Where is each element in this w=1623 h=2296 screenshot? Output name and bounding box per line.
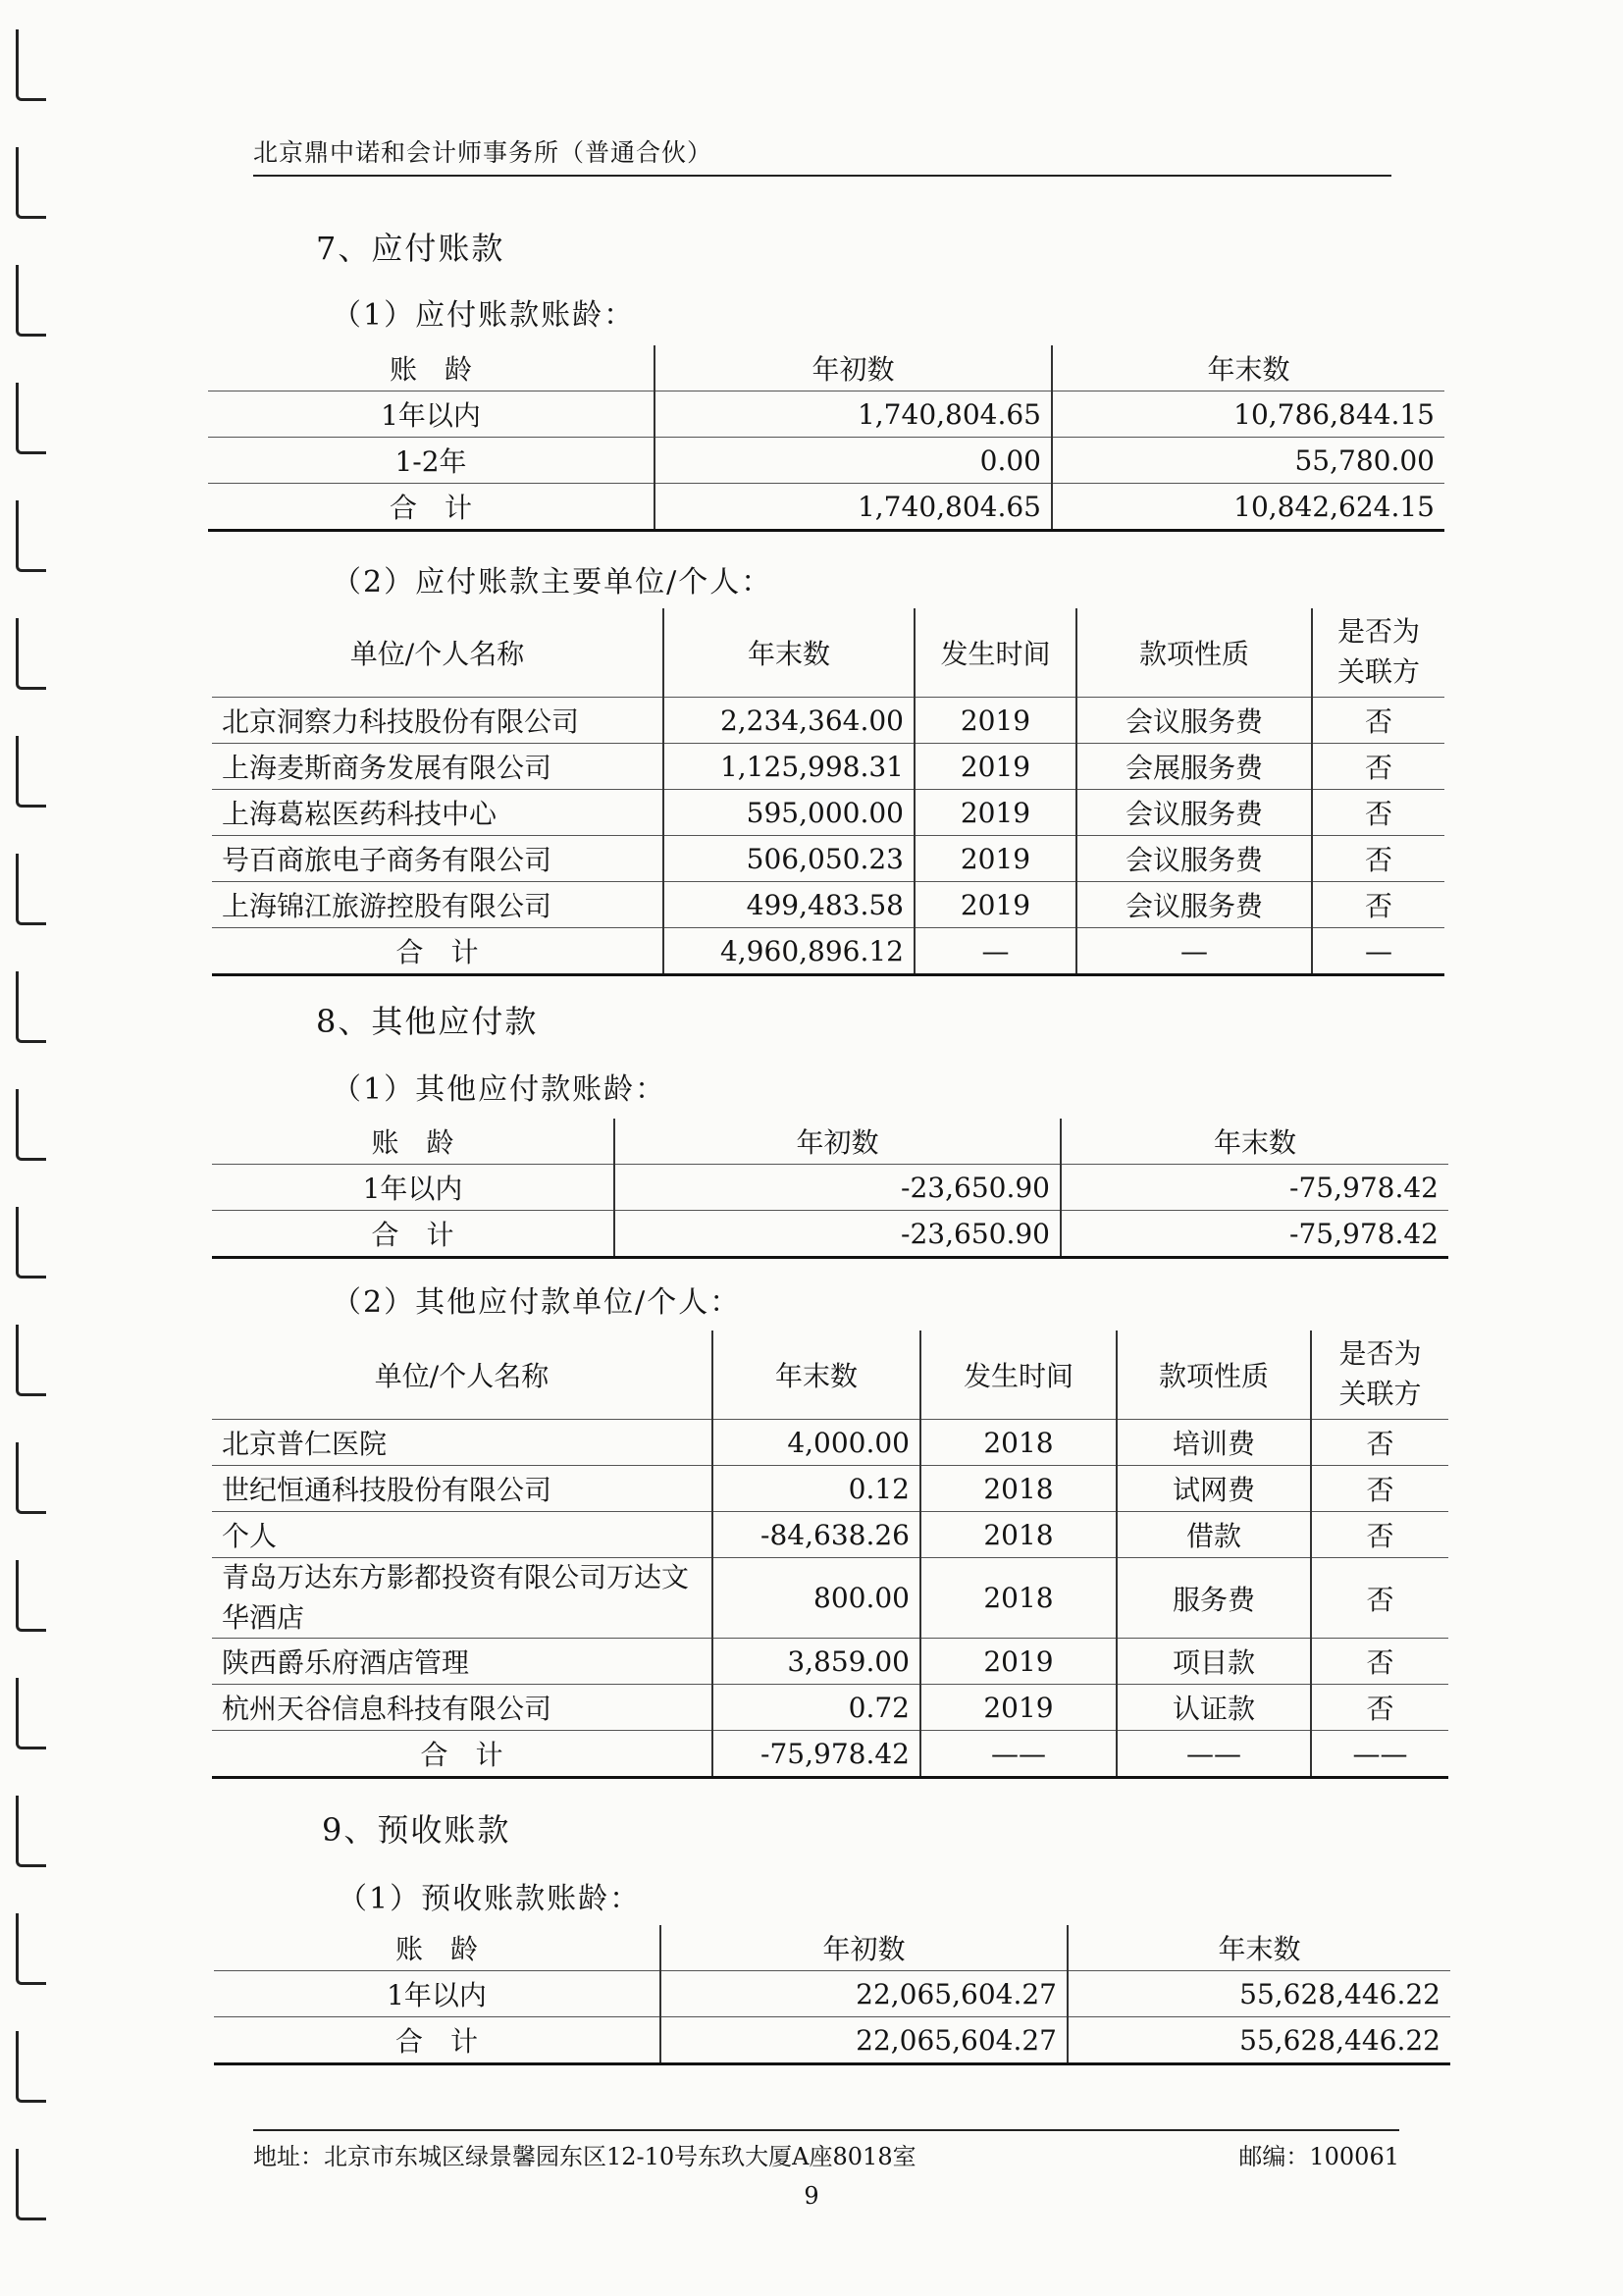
table-cell: 1年以内	[212, 1165, 614, 1211]
table-cell: 1年以内	[208, 391, 654, 438]
table-cell: 0.12	[712, 1466, 920, 1512]
table-cell: 借款	[1117, 1512, 1311, 1558]
table-cell: 陕西爵乐府酒店管理	[212, 1639, 712, 1685]
column-header: 是否为关联方	[1312, 608, 1444, 698]
table-cell: 否	[1312, 698, 1444, 744]
column-header: 年初数	[660, 1925, 1068, 1971]
page-number: 9	[804, 2182, 819, 2210]
section-title-9: 9、预收账款	[322, 1811, 511, 1849]
table-cell: 北京普仁医院	[212, 1420, 712, 1466]
s9-aging-table	[214, 1925, 1450, 2065]
binding-marks	[8, 29, 47, 2276]
column-header: 账 龄	[212, 1119, 614, 1165]
table-cell: 否	[1312, 882, 1444, 928]
table-cell: 1,740,804.65	[654, 391, 1052, 438]
table-cell: 合 计	[214, 2017, 660, 2064]
table-cell: -84,638.26	[712, 1512, 920, 1558]
table-cell: 1,740,804.65	[654, 484, 1052, 531]
table-row	[208, 484, 1444, 531]
column-header: 款项性质	[1117, 1331, 1311, 1420]
table-cell: 培训费	[1117, 1420, 1311, 1466]
table-cell: —	[1312, 928, 1444, 975]
column-header: 款项性质	[1076, 608, 1312, 698]
column-header: 年末数	[712, 1331, 920, 1420]
table-row	[212, 698, 1444, 744]
table-cell: 青岛万达东方影都投资有限公司万达文华酒店	[212, 1558, 712, 1639]
table-cell: 上海麦斯商务发展有限公司	[212, 744, 663, 790]
table-cell: 否	[1311, 1420, 1448, 1466]
footer-address: 地址：北京市东城区绿景馨园东区12-10号东玖大厦A座8018室	[253, 2143, 916, 2170]
table-cell: 否	[1311, 1685, 1448, 1731]
table-cell: 杭州天谷信息科技有限公司	[212, 1685, 712, 1731]
s8-aging-title: （1）其他应付款账龄：	[332, 1072, 667, 1107]
table-cell: 世纪恒通科技股份有限公司	[212, 1466, 712, 1512]
table-cell: 2018	[920, 1512, 1117, 1558]
header-row	[214, 1925, 1450, 1971]
table-row	[208, 391, 1444, 438]
table-cell: -75,978.42	[712, 1731, 920, 1778]
table-cell: 会议服务费	[1076, 836, 1312, 882]
table-cell: 0.00	[654, 438, 1052, 484]
table-cell: -75,978.42	[1061, 1165, 1448, 1211]
table-row	[212, 1165, 1448, 1211]
table-cell: 55,628,446.22	[1068, 2017, 1450, 2064]
table-cell: 合 计	[212, 1731, 712, 1778]
table-cell: 会议服务费	[1076, 882, 1312, 928]
table-row	[212, 1731, 1448, 1778]
table-cell: 10,786,844.15	[1052, 391, 1444, 438]
header-row	[212, 1331, 1448, 1420]
table-cell: 2018	[920, 1420, 1117, 1466]
table-row	[212, 1512, 1448, 1558]
table-row	[212, 1211, 1448, 1258]
table-row	[212, 1466, 1448, 1512]
table-cell: 0.72	[712, 1685, 920, 1731]
table-row	[212, 744, 1444, 790]
table-cell: 4,960,896.12	[663, 928, 915, 975]
table-cell: 否	[1311, 1558, 1448, 1639]
table-cell: 2019	[920, 1639, 1117, 1685]
table-cell: 506,050.23	[663, 836, 915, 882]
table-cell: 否	[1312, 790, 1444, 836]
column-header: 年初数	[614, 1119, 1061, 1165]
page-footer	[253, 2129, 1399, 2171]
table-cell: 否	[1311, 1466, 1448, 1512]
table-row	[212, 790, 1444, 836]
table-cell: 否	[1311, 1512, 1448, 1558]
column-header: 年初数	[654, 345, 1052, 391]
table-cell: 800.00	[712, 1558, 920, 1639]
table-cell: ——	[1117, 1731, 1311, 1778]
header-row	[212, 608, 1444, 698]
table-row	[212, 1420, 1448, 1466]
column-header: 单位/个人名称	[212, 608, 663, 698]
table-cell: 上海锦江旅游控股有限公司	[212, 882, 663, 928]
table-cell: 会展服务费	[1076, 744, 1312, 790]
table-cell: —	[1076, 928, 1312, 975]
table-cell: 2,234,364.00	[663, 698, 915, 744]
table-cell: 合 计	[212, 1211, 614, 1258]
table-cell: 上海葛崧医药科技中心	[212, 790, 663, 836]
column-header: 发生时间	[915, 608, 1076, 698]
table-cell: 499,483.58	[663, 882, 915, 928]
s8-aging-table	[212, 1119, 1448, 1259]
section-title-7: 7、应付账款	[316, 230, 505, 267]
footer-postcode: 邮编：100061	[1238, 2143, 1399, 2170]
table-row	[212, 928, 1444, 975]
column-header: 账 龄	[208, 345, 654, 391]
column-header: 单位/个人名称	[212, 1331, 712, 1420]
table-cell: 2019	[920, 1685, 1117, 1731]
table-cell: —	[915, 928, 1076, 975]
table-cell: 试网费	[1117, 1466, 1311, 1512]
table-cell: 合 计	[212, 928, 663, 975]
table-cell: 否	[1312, 744, 1444, 790]
table-cell: 2019	[915, 836, 1076, 882]
table-cell: 4,000.00	[712, 1420, 920, 1466]
column-header: 是否为关联方	[1311, 1331, 1448, 1420]
table-row	[208, 438, 1444, 484]
table-cell: 会议服务费	[1076, 698, 1312, 744]
table-cell: 1,125,998.31	[663, 744, 915, 790]
page-header: 北京鼎中诺和会计师事务所（普通合伙）	[253, 133, 1391, 177]
table-cell: 否	[1311, 1639, 1448, 1685]
table-cell: 3,859.00	[712, 1639, 920, 1685]
table-cell: 会议服务费	[1076, 790, 1312, 836]
table-row	[212, 1639, 1448, 1685]
table-cell: 10,842,624.15	[1052, 484, 1444, 531]
column-header: 年末数	[663, 608, 915, 698]
table-cell: 22,065,604.27	[660, 1971, 1068, 2017]
table-row	[214, 2017, 1450, 2064]
table-cell: 认证款	[1117, 1685, 1311, 1731]
table-cell: 北京洞察力科技股份有限公司	[212, 698, 663, 744]
table-cell: 否	[1312, 836, 1444, 882]
s7-main-title: （2）应付账款主要单位/个人：	[332, 565, 773, 600]
s8-main-table	[212, 1331, 1448, 1779]
column-header: 年末数	[1061, 1119, 1448, 1165]
table-cell: 2019	[915, 882, 1076, 928]
table-cell: 55,628,446.22	[1068, 1971, 1450, 2017]
table-cell: 2018	[920, 1558, 1117, 1639]
table-row	[212, 836, 1444, 882]
table-cell: ——	[920, 1731, 1117, 1778]
s9-aging-title: （1）预收账款账龄：	[338, 1882, 642, 1916]
table-cell: 个人	[212, 1512, 712, 1558]
column-header: 年末数	[1052, 345, 1444, 391]
table-cell: 2019	[915, 744, 1076, 790]
column-header: 年末数	[1068, 1925, 1450, 1971]
table-row	[212, 882, 1444, 928]
table-cell: ——	[1311, 1731, 1448, 1778]
table-cell: 55,780.00	[1052, 438, 1444, 484]
s7-main-table	[212, 608, 1444, 976]
s7-aging-title: （1）应付账款账龄：	[332, 298, 636, 333]
table-row	[212, 1558, 1448, 1639]
table-cell: 22,065,604.27	[660, 2017, 1068, 2064]
table-cell: -23,650.90	[614, 1211, 1061, 1258]
table-cell: -23,650.90	[614, 1165, 1061, 1211]
section-title-8: 8、其他应付款	[316, 1003, 539, 1040]
column-header: 发生时间	[920, 1331, 1117, 1420]
table-cell: 595,000.00	[663, 790, 915, 836]
s7-aging-table	[208, 345, 1444, 532]
table-cell: 2019	[915, 698, 1076, 744]
s8-main-title: （2）其他应付款单位/个人：	[332, 1285, 742, 1320]
column-header: 账 龄	[214, 1925, 660, 1971]
table-cell: -75,978.42	[1061, 1211, 1448, 1258]
header-row	[208, 345, 1444, 391]
table-cell: 服务费	[1117, 1558, 1311, 1639]
table-row	[212, 1685, 1448, 1731]
table-cell: 1-2年	[208, 438, 654, 484]
table-cell: 号百商旅电子商务有限公司	[212, 836, 663, 882]
table-row	[214, 1971, 1450, 2017]
table-cell: 1年以内	[214, 1971, 660, 2017]
table-cell: 项目款	[1117, 1639, 1311, 1685]
table-cell: 合 计	[208, 484, 654, 531]
header-row	[212, 1119, 1448, 1165]
table-cell: 2019	[915, 790, 1076, 836]
table-cell: 2018	[920, 1466, 1117, 1512]
